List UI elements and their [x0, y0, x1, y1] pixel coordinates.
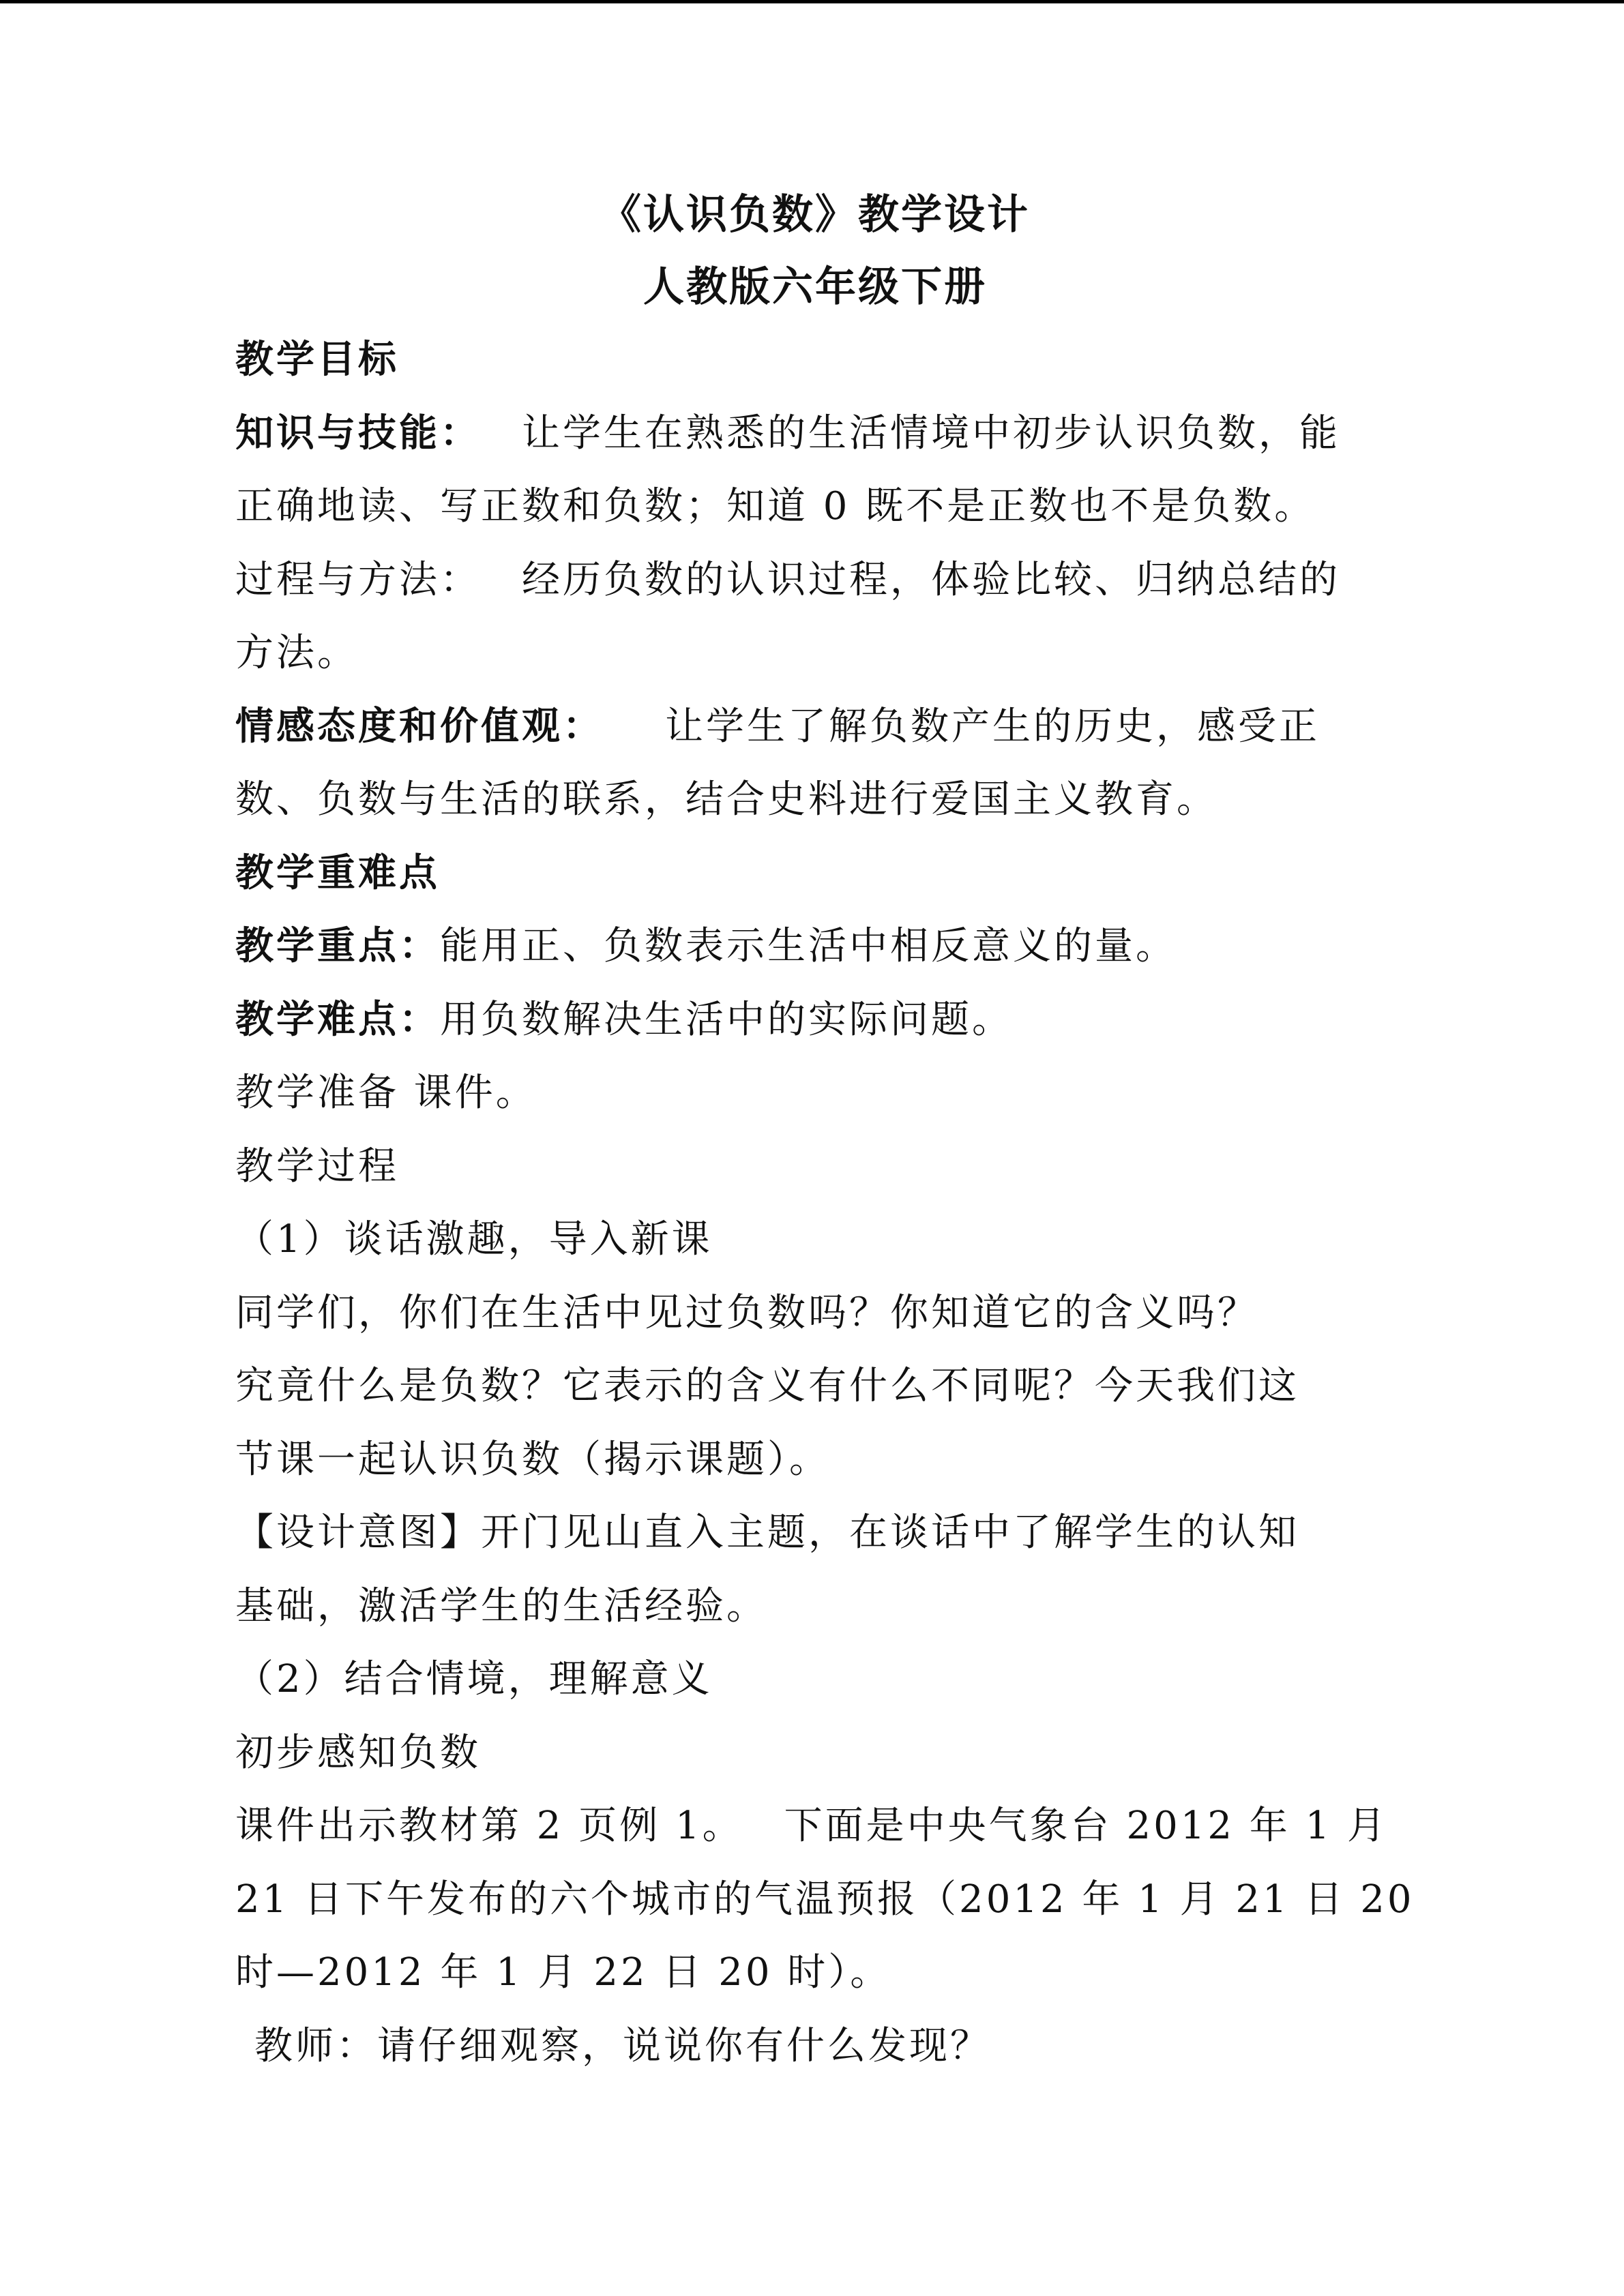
difficult-point-text: 用负数解决生活中的实际问题。: [440, 997, 1013, 1042]
objectives-heading: 教学目标: [235, 337, 399, 382]
process-heading: 教学过程: [235, 1144, 399, 1189]
emotion-line-1: [235, 690, 1395, 764]
process-label: 过程与方法：: [235, 557, 481, 602]
knowledge-line-2: 正确地读、写正数和负数；知道 0 既不是正数也不是负数。: [235, 484, 1316, 528]
example-line-1: [235, 1789, 1395, 1863]
document-subtitle: 人教版六年级下册: [643, 263, 987, 311]
top-border-rule: [0, 0, 1624, 3]
key-point-text: 能用正、负数表示生活中相反意义的量。: [440, 924, 1177, 968]
example-text-1b: 下面是中央气象台 2012 年 1 月: [784, 1804, 1389, 1848]
design-intent-line-2: 基础，激活学生的生活经验。: [235, 1583, 767, 1628]
step2-heading: （2）结合情境，理解意义: [235, 1657, 713, 1701]
knowledge-line-1: [235, 397, 1395, 471]
preparation-line: 教学准备 课件。: [235, 1071, 537, 1115]
emotion-line-2: 数、负数与生活的联系，结合史料进行爱国主义教育。: [235, 777, 1217, 822]
difficult-point-label: 教学难点：: [235, 996, 440, 1042]
difficult-point-line: [235, 983, 1395, 1057]
emotion-label: 情感态度和价值观：: [235, 703, 604, 749]
step1-line-3: 节课一起认识负数（揭示课题）。: [235, 1437, 830, 1482]
teacher-prompt-line: 教师：请仔细观察，说说你有什么发现？: [254, 2023, 991, 2068]
knowledge-text-1: 让学生在熟悉的生活情境中初步认识负数，能: [522, 411, 1340, 456]
design-intent-line-1: 【设计意图】开门见山直入主题，在谈话中了解学生的认知: [235, 1510, 1299, 1555]
document-title: 《认识负数》教学设计: [600, 191, 1030, 239]
process-line-1: [235, 543, 1395, 617]
knowledge-label: 知识与技能：: [235, 410, 481, 456]
process-text-1: 经历负数的认识过程，体验比较、归纳总结的: [522, 557, 1340, 602]
example-line-2: 21 日下午发布的六个城市的气温预报（2012 年 1 月 21 日 20: [235, 1877, 1415, 1922]
process-line-2: 方法。: [235, 631, 358, 675]
document-page: [235, 179, 1415, 2083]
key-point-line: [235, 910, 1395, 983]
step1-heading: （1）谈话激趣，导入新课: [235, 1217, 713, 1262]
step1-line-1: 同学们，你们在生活中见过负数吗？你知道它的含义吗？: [235, 1290, 1258, 1335]
example-line-3: 时—2012 年 1 月 22 日 20 时）。: [235, 1950, 891, 1995]
step2-subheading: 初步感知负数: [235, 1730, 481, 1775]
emotion-text-1: 让学生了解负数产生的历史，感受正: [665, 704, 1320, 749]
example-text-1a: 课件出示教材第 2 页例 1。: [235, 1804, 743, 1848]
step1-line-2: 究竟什么是负数？它表示的含义有什么不同呢？今天我们这: [235, 1364, 1299, 1408]
keypoints-heading: 教学重难点: [235, 850, 440, 895]
key-point-label: 教学重点：: [235, 923, 440, 968]
